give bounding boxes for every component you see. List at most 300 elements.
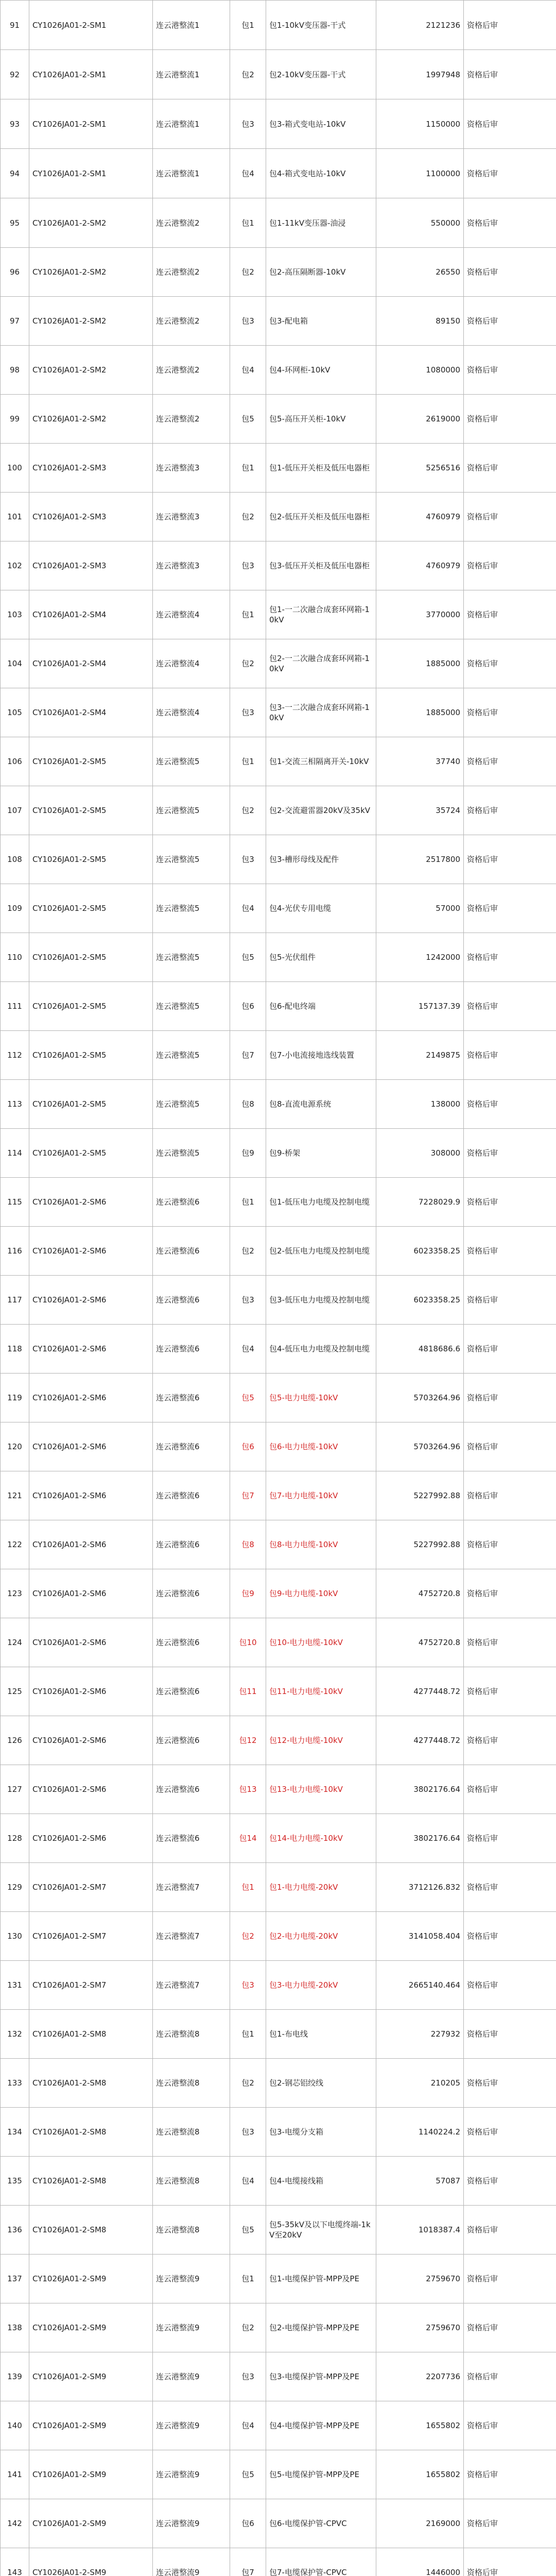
- row-index-cell: 137: [1, 2255, 29, 2303]
- budget-amount-cell: 3141058.404: [376, 1912, 464, 1961]
- package-description-cell: 包6-电缆保护管-CPVC: [266, 2499, 376, 2548]
- review-method-cell: 资格后审: [464, 99, 556, 149]
- review-method-cell: 资格后审: [464, 1276, 556, 1325]
- budget-amount-cell: 4760979: [376, 493, 464, 541]
- package-description-cell: 包1-10kV变压器-干式: [266, 1, 376, 50]
- package-code-cell: CY1026JA01-2-SM8: [29, 2059, 153, 2108]
- package-code-cell: CY1026JA01-2-SM6: [29, 1422, 153, 1471]
- project-name-cell: 连云港整流6: [153, 1520, 230, 1569]
- row-index-cell: 105: [1, 688, 29, 737]
- project-name-cell: 连云港整流6: [153, 1471, 230, 1520]
- review-method-cell: 资格后审: [464, 2108, 556, 2157]
- project-name-cell: 连云港整流3: [153, 444, 230, 493]
- budget-amount-cell: 1885000: [376, 639, 464, 688]
- budget-amount-cell: 5703264.96: [376, 1422, 464, 1471]
- package-description-cell: 包8-直流电源系统: [266, 1080, 376, 1129]
- package-description-cell: 包6-配电终端: [266, 982, 376, 1031]
- row-index-cell: 106: [1, 737, 29, 786]
- package-code-cell: CY1026JA01-2-SM7: [29, 1912, 153, 1961]
- table-row: [1, 2255, 556, 2303]
- row-index-cell: 140: [1, 2401, 29, 2450]
- table-row: [1, 248, 556, 297]
- table-row: [1, 493, 556, 541]
- package-description-cell: 包7-电缆保护管-CPVC: [266, 2548, 376, 2576]
- package-code-cell: CY1026JA01-2-SM9: [29, 2401, 153, 2450]
- package-number-cell: 包1: [230, 2010, 266, 2059]
- review-method-cell: 资格后审: [464, 1227, 556, 1276]
- package-description-cell: 包3-电缆保护管-MPP及PE: [266, 2352, 376, 2401]
- package-code-cell: CY1026JA01-2-SM1: [29, 1, 153, 50]
- project-name-cell: 连云港整流2: [153, 198, 230, 248]
- review-method-cell: 资格后审: [464, 1520, 556, 1569]
- project-name-cell: 连云港整流9: [153, 2401, 230, 2450]
- row-index-cell: 103: [1, 590, 29, 639]
- package-code-cell: CY1026JA01-2-SM4: [29, 688, 153, 737]
- package-number-cell: 包11: [230, 1667, 266, 1716]
- table-row: [1, 2303, 556, 2352]
- package-description-cell: 包4-电缆接线箱: [266, 2157, 376, 2206]
- table-row: [1, 1961, 556, 2010]
- package-code-cell: CY1026JA01-2-SM6: [29, 1667, 153, 1716]
- review-method-cell: 资格后审: [464, 1716, 556, 1765]
- project-name-cell: 连云港整流8: [153, 2108, 230, 2157]
- package-description-cell: 包6-电力电缆-10kV: [266, 1422, 376, 1471]
- package-description-cell: 包9-电力电缆-10kV: [266, 1569, 376, 1618]
- package-code-cell: CY1026JA01-2-SM1: [29, 149, 153, 198]
- package-code-cell: CY1026JA01-2-SM1: [29, 50, 153, 99]
- table-row: [1, 688, 556, 737]
- row-index-cell: 121: [1, 1471, 29, 1520]
- project-name-cell: 连云港整流6: [153, 1276, 230, 1325]
- package-description-cell: 包14-电力电缆-10kV: [266, 1814, 376, 1863]
- package-number-cell: 包3: [230, 688, 266, 737]
- table-row: [1, 1, 556, 50]
- package-number-cell: 包12: [230, 1716, 266, 1765]
- package-number-cell: 包3: [230, 2352, 266, 2401]
- project-name-cell: 连云港整流8: [153, 2010, 230, 2059]
- table-row: [1, 639, 556, 688]
- row-index-cell: 108: [1, 835, 29, 884]
- package-number-cell: 包14: [230, 1814, 266, 1863]
- package-description-cell: 包5-电缆保护管-MPP及PE: [266, 2450, 376, 2499]
- package-description-cell: 包3-一二次融合成套环网箱-10kV: [266, 688, 376, 737]
- package-description-cell: 包2-电力电缆-20kV: [266, 1912, 376, 1961]
- table-row: [1, 1765, 556, 1814]
- project-name-cell: 连云港整流5: [153, 884, 230, 933]
- package-description-cell: 包12-电力电缆-10kV: [266, 1716, 376, 1765]
- package-number-cell: 包6: [230, 1422, 266, 1471]
- package-code-cell: CY1026JA01-2-SM6: [29, 1618, 153, 1667]
- package-number-cell: 包1: [230, 444, 266, 493]
- table-row: [1, 2450, 556, 2499]
- budget-amount-cell: 308000: [376, 1129, 464, 1178]
- package-number-cell: 包1: [230, 737, 266, 786]
- row-index-cell: 132: [1, 2010, 29, 2059]
- package-description-cell: 包1-电缆保护管-MPP及PE: [266, 2255, 376, 2303]
- package-number-cell: 包6: [230, 2499, 266, 2548]
- row-index-cell: 104: [1, 639, 29, 688]
- budget-amount-cell: 2149875: [376, 1031, 464, 1080]
- package-number-cell: 包5: [230, 2206, 266, 2255]
- package-description-cell: 包2-钢芯铝绞线: [266, 2059, 376, 2108]
- review-method-cell: 资格后审: [464, 2157, 556, 2206]
- table-row: [1, 1178, 556, 1227]
- budget-amount-cell: 2169000: [376, 2499, 464, 2548]
- project-name-cell: 连云港整流8: [153, 2059, 230, 2108]
- row-index-cell: 114: [1, 1129, 29, 1178]
- package-number-cell: 包3: [230, 1276, 266, 1325]
- row-index-cell: 95: [1, 198, 29, 248]
- package-code-cell: CY1026JA01-2-SM8: [29, 2108, 153, 2157]
- review-method-cell: 资格后审: [464, 297, 556, 346]
- package-description-cell: 包4-低压电力电缆及控制电缆: [266, 1325, 376, 1374]
- budget-amount-cell: 227932: [376, 2010, 464, 2059]
- budget-amount-cell: 26550: [376, 248, 464, 297]
- package-number-cell: 包9: [230, 1569, 266, 1618]
- project-name-cell: 连云港整流9: [153, 2450, 230, 2499]
- package-description-cell: 包1-11kV变压器-油浸: [266, 198, 376, 248]
- package-description-cell: 包5-高压开关柜-10kV: [266, 395, 376, 444]
- budget-amount-cell: 2619000: [376, 395, 464, 444]
- project-name-cell: 连云港整流6: [153, 1765, 230, 1814]
- budget-amount-cell: 1242000: [376, 933, 464, 982]
- review-method-cell: 资格后审: [464, 50, 556, 99]
- table-row: [1, 2206, 556, 2255]
- package-description-cell: 包1-低压电力电缆及控制电缆: [266, 1178, 376, 1227]
- package-code-cell: CY1026JA01-2-SM9: [29, 2548, 153, 2576]
- row-index-cell: 92: [1, 50, 29, 99]
- package-number-cell: 包2: [230, 493, 266, 541]
- budget-amount-cell: 6023358.25: [376, 1227, 464, 1276]
- table-row: [1, 346, 556, 395]
- table-row: [1, 1031, 556, 1080]
- row-index-cell: 123: [1, 1569, 29, 1618]
- package-description-cell: 包8-电力电缆-10kV: [266, 1520, 376, 1569]
- package-number-cell: 包5: [230, 2450, 266, 2499]
- package-number-cell: 包9: [230, 1129, 266, 1178]
- package-code-cell: CY1026JA01-2-SM5: [29, 835, 153, 884]
- package-number-cell: 包1: [230, 2255, 266, 2303]
- row-index-cell: 128: [1, 1814, 29, 1863]
- table-row: [1, 835, 556, 884]
- project-name-cell: 连云港整流2: [153, 346, 230, 395]
- row-index-cell: 117: [1, 1276, 29, 1325]
- package-description-cell: 包3-电缆分支箱: [266, 2108, 376, 2157]
- table-row: [1, 1618, 556, 1667]
- package-code-cell: CY1026JA01-2-SM6: [29, 1814, 153, 1863]
- row-index-cell: 97: [1, 297, 29, 346]
- budget-amount-cell: 5227992.88: [376, 1471, 464, 1520]
- table-row: [1, 2548, 556, 2576]
- review-method-cell: 资格后审: [464, 2255, 556, 2303]
- package-code-cell: CY1026JA01-2-SM6: [29, 1276, 153, 1325]
- review-method-cell: 资格后审: [464, 2010, 556, 2059]
- package-number-cell: 包4: [230, 149, 266, 198]
- package-number-cell: 包13: [230, 1765, 266, 1814]
- package-number-cell: 包3: [230, 541, 266, 590]
- row-index-cell: 94: [1, 149, 29, 198]
- table-row: [1, 297, 556, 346]
- package-code-cell: CY1026JA01-2-SM2: [29, 198, 153, 248]
- review-method-cell: 资格后审: [464, 2499, 556, 2548]
- project-name-cell: 连云港整流7: [153, 1912, 230, 1961]
- project-name-cell: 连云港整流4: [153, 590, 230, 639]
- project-name-cell: 连云港整流8: [153, 2157, 230, 2206]
- row-index-cell: 118: [1, 1325, 29, 1374]
- table-row: [1, 1912, 556, 1961]
- project-name-cell: 连云港整流1: [153, 99, 230, 149]
- review-method-cell: 资格后审: [464, 786, 556, 835]
- package-number-cell: 包3: [230, 2108, 266, 2157]
- package-code-cell: CY1026JA01-2-SM6: [29, 1716, 153, 1765]
- budget-amount-cell: 1140224.2: [376, 2108, 464, 2157]
- package-code-cell: CY1026JA01-2-SM9: [29, 2499, 153, 2548]
- package-code-cell: CY1026JA01-2-SM4: [29, 639, 153, 688]
- review-method-cell: 资格后审: [464, 1374, 556, 1422]
- row-index-cell: 115: [1, 1178, 29, 1227]
- budget-amount-cell: 210205: [376, 2059, 464, 2108]
- table-row: [1, 149, 556, 198]
- package-code-cell: CY1026JA01-2-SM2: [29, 395, 153, 444]
- budget-amount-cell: 89150: [376, 297, 464, 346]
- row-index-cell: 112: [1, 1031, 29, 1080]
- review-method-cell: 资格后审: [464, 639, 556, 688]
- package-number-cell: 包5: [230, 933, 266, 982]
- row-index-cell: 129: [1, 1863, 29, 1912]
- package-number-cell: 包2: [230, 1912, 266, 1961]
- review-method-cell: 资格后审: [464, 395, 556, 444]
- package-number-cell: 包7: [230, 1031, 266, 1080]
- row-index-cell: 102: [1, 541, 29, 590]
- review-method-cell: 资格后审: [464, 982, 556, 1031]
- project-name-cell: 连云港整流5: [153, 933, 230, 982]
- project-name-cell: 连云港整流3: [153, 493, 230, 541]
- table-row: [1, 1863, 556, 1912]
- table-row: [1, 1080, 556, 1129]
- table-row: [1, 1227, 556, 1276]
- package-number-cell: 包2: [230, 50, 266, 99]
- row-index-cell: 111: [1, 982, 29, 1031]
- package-code-cell: CY1026JA01-2-SM2: [29, 346, 153, 395]
- row-index-cell: 125: [1, 1667, 29, 1716]
- package-code-cell: CY1026JA01-2-SM8: [29, 2206, 153, 2255]
- table-row: [1, 590, 556, 639]
- project-name-cell: 连云港整流3: [153, 541, 230, 590]
- review-method-cell: 资格后审: [464, 198, 556, 248]
- table-row: [1, 2499, 556, 2548]
- project-name-cell: 连云港整流2: [153, 395, 230, 444]
- package-number-cell: 包1: [230, 1, 266, 50]
- review-method-cell: 资格后审: [464, 444, 556, 493]
- package-number-cell: 包4: [230, 1325, 266, 1374]
- package-code-cell: CY1026JA01-2-SM6: [29, 1765, 153, 1814]
- row-index-cell: 133: [1, 2059, 29, 2108]
- review-method-cell: 资格后审: [464, 541, 556, 590]
- budget-amount-cell: 57000: [376, 884, 464, 933]
- budget-amount-cell: 1885000: [376, 688, 464, 737]
- package-description-cell: 包5-光伏组件: [266, 933, 376, 982]
- review-method-cell: 资格后审: [464, 149, 556, 198]
- review-method-cell: 资格后审: [464, 1863, 556, 1912]
- package-description-cell: 包4-箱式变电站-10kV: [266, 149, 376, 198]
- project-name-cell: 连云港整流9: [153, 2548, 230, 2576]
- package-description-cell: 包10-电力电缆-10kV: [266, 1618, 376, 1667]
- package-description-cell: 包7-小电流接地选线装置: [266, 1031, 376, 1080]
- package-description-cell: 包9-桥架: [266, 1129, 376, 1178]
- table-row: [1, 1374, 556, 1422]
- package-description-cell: 包2-低压开关柜及低压电器柜: [266, 493, 376, 541]
- review-method-cell: 资格后审: [464, 346, 556, 395]
- budget-amount-cell: 2759670: [376, 2303, 464, 2352]
- project-name-cell: 连云港整流4: [153, 639, 230, 688]
- row-index-cell: 110: [1, 933, 29, 982]
- budget-amount-cell: 1655802: [376, 2450, 464, 2499]
- project-name-cell: 连云港整流5: [153, 786, 230, 835]
- project-name-cell: 连云港整流9: [153, 2303, 230, 2352]
- project-name-cell: 连云港整流6: [153, 1422, 230, 1471]
- review-method-cell: 资格后审: [464, 1765, 556, 1814]
- package-code-cell: CY1026JA01-2-SM5: [29, 982, 153, 1031]
- package-number-cell: 包2: [230, 1227, 266, 1276]
- project-name-cell: 连云港整流7: [153, 1863, 230, 1912]
- package-number-cell: 包4: [230, 2401, 266, 2450]
- project-name-cell: 连云港整流5: [153, 737, 230, 786]
- table-row: [1, 884, 556, 933]
- budget-amount-cell: 1446000: [376, 2548, 464, 2576]
- package-code-cell: CY1026JA01-2-SM2: [29, 248, 153, 297]
- package-number-cell: 包10: [230, 1618, 266, 1667]
- row-index-cell: 142: [1, 2499, 29, 2548]
- package-code-cell: CY1026JA01-2-SM3: [29, 493, 153, 541]
- row-index-cell: 119: [1, 1374, 29, 1422]
- budget-amount-cell: 1018387.4: [376, 2206, 464, 2255]
- package-description-cell: 包3-低压电力电缆及控制电缆: [266, 1276, 376, 1325]
- budget-amount-cell: 5227992.88: [376, 1520, 464, 1569]
- row-index-cell: 135: [1, 2157, 29, 2206]
- package-code-cell: CY1026JA01-2-SM6: [29, 1471, 153, 1520]
- package-description-cell: 包2-交流避雷器20kV及35kV: [266, 786, 376, 835]
- budget-amount-cell: 1080000: [376, 346, 464, 395]
- budget-amount-cell: 3712126.832: [376, 1863, 464, 1912]
- package-number-cell: 包2: [230, 248, 266, 297]
- budget-amount-cell: 5703264.96: [376, 1374, 464, 1422]
- table-row: [1, 1422, 556, 1471]
- table-row: [1, 50, 556, 99]
- package-number-cell: 包4: [230, 346, 266, 395]
- review-method-cell: 资格后审: [464, 2450, 556, 2499]
- review-method-cell: 资格后审: [464, 835, 556, 884]
- package-number-cell: 包7: [230, 1471, 266, 1520]
- package-description-cell: 包4-电缆保护管-MPP及PE: [266, 2401, 376, 2450]
- package-description-cell: 包7-电力电缆-10kV: [266, 1471, 376, 1520]
- package-description-cell: 包1-布电线: [266, 2010, 376, 2059]
- row-index-cell: 120: [1, 1422, 29, 1471]
- project-name-cell: 连云港整流6: [153, 1569, 230, 1618]
- review-method-cell: 资格后审: [464, 933, 556, 982]
- project-name-cell: 连云港整流9: [153, 2255, 230, 2303]
- budget-amount-cell: 4277448.72: [376, 1667, 464, 1716]
- package-number-cell: 包1: [230, 198, 266, 248]
- table-row: [1, 2352, 556, 2401]
- package-code-cell: CY1026JA01-2-SM7: [29, 1961, 153, 2010]
- package-code-cell: CY1026JA01-2-SM5: [29, 1080, 153, 1129]
- package-number-cell: 包8: [230, 1520, 266, 1569]
- package-number-cell: 包8: [230, 1080, 266, 1129]
- table-row: [1, 982, 556, 1031]
- table-row: [1, 1716, 556, 1765]
- review-method-cell: 资格后审: [464, 2352, 556, 2401]
- table-row: [1, 786, 556, 835]
- package-code-cell: CY1026JA01-2-SM6: [29, 1374, 153, 1422]
- package-description-cell: 包2-电缆保护管-MPP及PE: [266, 2303, 376, 2352]
- row-index-cell: 96: [1, 248, 29, 297]
- package-description-cell: 包1-交流三相隔离开关-10kV: [266, 737, 376, 786]
- table-row: [1, 1667, 556, 1716]
- package-code-cell: CY1026JA01-2-SM1: [29, 99, 153, 149]
- package-description-cell: 包1-一二次融合成套环网箱-10kV: [266, 590, 376, 639]
- review-method-cell: 资格后审: [464, 1471, 556, 1520]
- budget-amount-cell: 6023358.25: [376, 1276, 464, 1325]
- table-row: [1, 1276, 556, 1325]
- table-row: [1, 395, 556, 444]
- review-method-cell: 资格后审: [464, 2206, 556, 2255]
- review-method-cell: 资格后审: [464, 248, 556, 297]
- project-name-cell: 连云港整流7: [153, 1961, 230, 2010]
- row-index-cell: 113: [1, 1080, 29, 1129]
- project-name-cell: 连云港整流8: [153, 2206, 230, 2255]
- project-name-cell: 连云港整流6: [153, 1178, 230, 1227]
- budget-amount-cell: 4752720.8: [376, 1618, 464, 1667]
- package-description-cell: 包4-环网柜-10kV: [266, 346, 376, 395]
- row-index-cell: 93: [1, 99, 29, 149]
- package-description-cell: 包13-电力电缆-10kV: [266, 1765, 376, 1814]
- project-name-cell: 连云港整流6: [153, 1227, 230, 1276]
- row-index-cell: 107: [1, 786, 29, 835]
- table-row: [1, 1569, 556, 1618]
- package-code-cell: CY1026JA01-2-SM2: [29, 297, 153, 346]
- project-name-cell: 连云港整流1: [153, 1, 230, 50]
- table-row: [1, 1471, 556, 1520]
- table-row: [1, 2010, 556, 2059]
- package-code-cell: CY1026JA01-2-SM5: [29, 1129, 153, 1178]
- project-name-cell: 连云港整流5: [153, 835, 230, 884]
- row-index-cell: 98: [1, 346, 29, 395]
- package-description-cell: 包3-电力电缆-20kV: [266, 1961, 376, 2010]
- review-method-cell: 资格后审: [464, 1422, 556, 1471]
- budget-amount-cell: 4752720.8: [376, 1569, 464, 1618]
- package-number-cell: 包5: [230, 395, 266, 444]
- row-index-cell: 143: [1, 2548, 29, 2576]
- project-name-cell: 连云港整流6: [153, 1814, 230, 1863]
- table-row: [1, 1520, 556, 1569]
- project-name-cell: 连云港整流9: [153, 2499, 230, 2548]
- project-name-cell: 连云港整流5: [153, 1129, 230, 1178]
- table-row: [1, 2108, 556, 2157]
- budget-amount-cell: 1150000: [376, 99, 464, 149]
- table-row: [1, 2059, 556, 2108]
- project-name-cell: 连云港整流6: [153, 1325, 230, 1374]
- package-description-cell: 包3-槽形母线及配件: [266, 835, 376, 884]
- package-number-cell: 包2: [230, 786, 266, 835]
- budget-amount-cell: 4818686.6: [376, 1325, 464, 1374]
- row-index-cell: 141: [1, 2450, 29, 2499]
- package-number-cell: 包2: [230, 2059, 266, 2108]
- package-code-cell: CY1026JA01-2-SM7: [29, 1863, 153, 1912]
- row-index-cell: 126: [1, 1716, 29, 1765]
- package-code-cell: CY1026JA01-2-SM3: [29, 541, 153, 590]
- project-name-cell: 连云港整流6: [153, 1374, 230, 1422]
- budget-amount-cell: 138000: [376, 1080, 464, 1129]
